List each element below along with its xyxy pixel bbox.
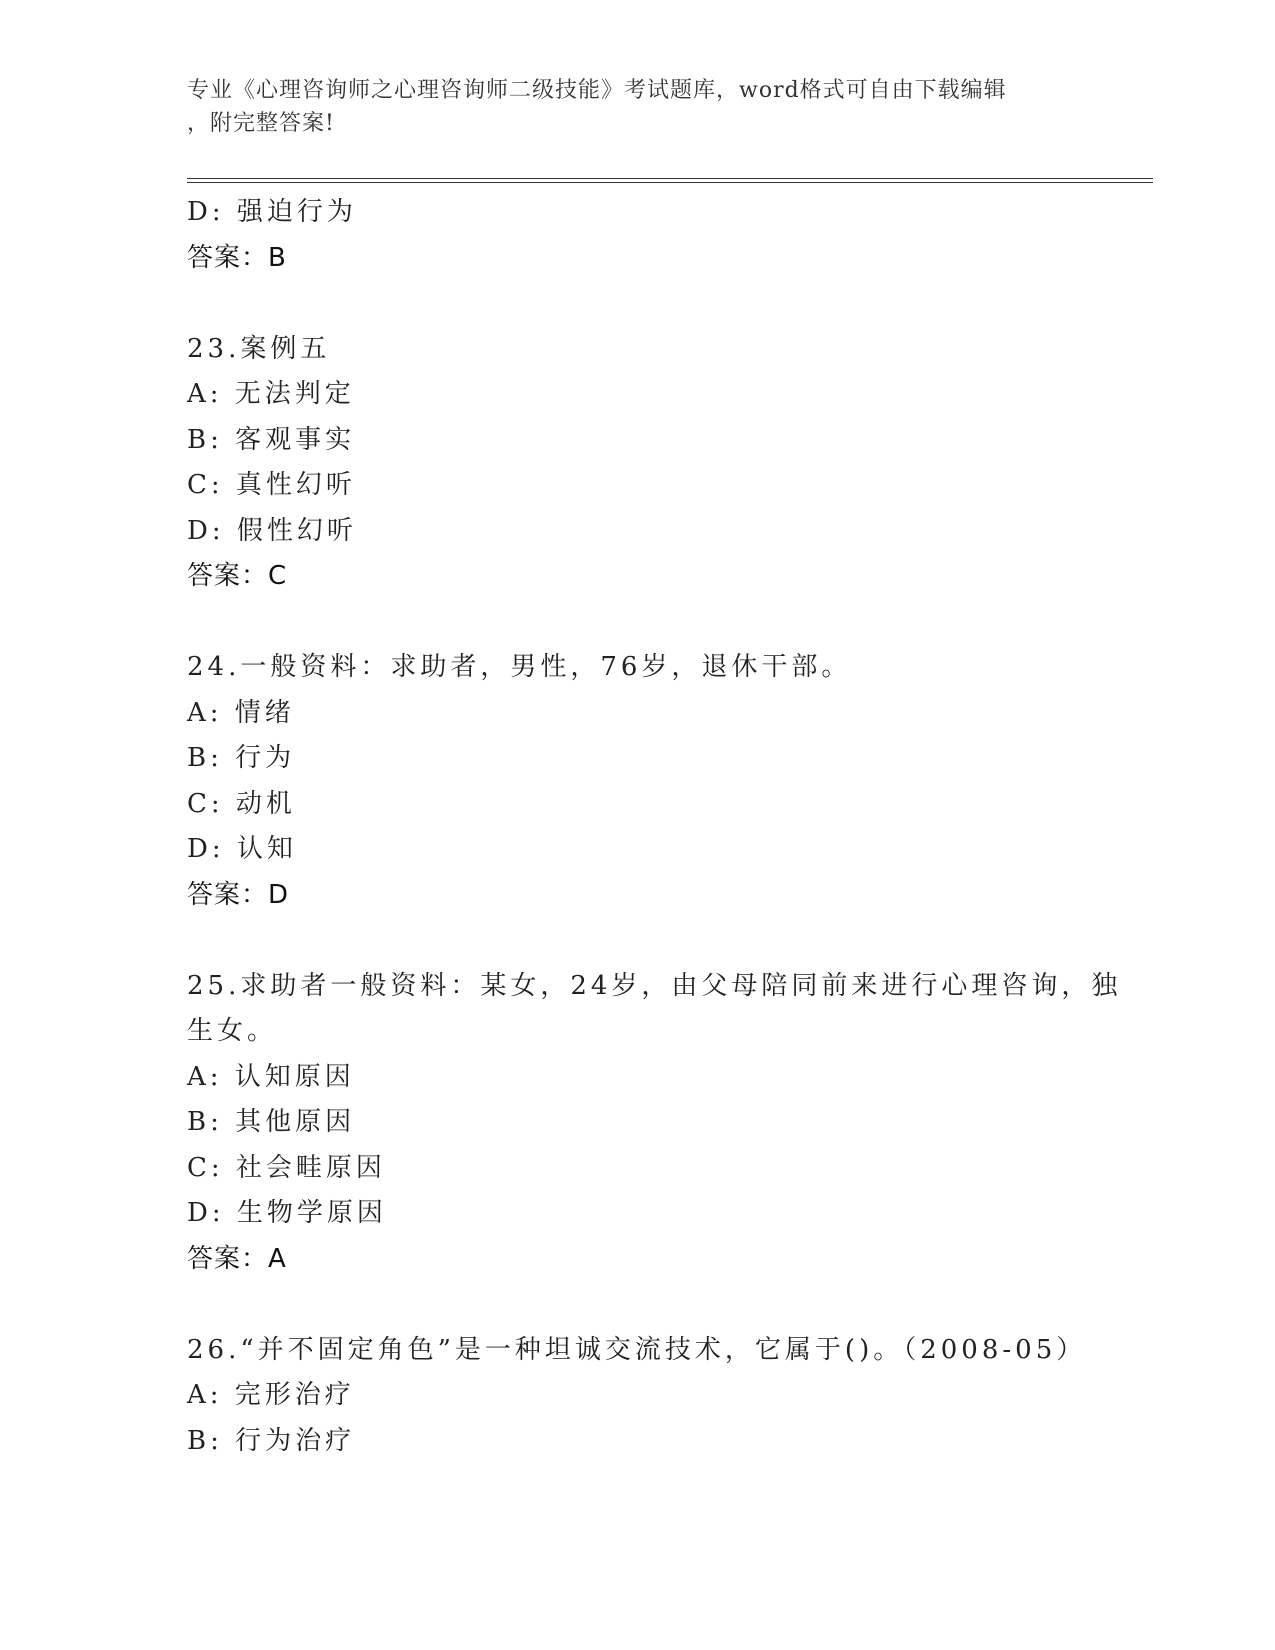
option-b: B: 客观事实 — [187, 424, 356, 455]
option-b: B: 其他原因 — [187, 1107, 356, 1137]
answer-line: 答案：B — [187, 242, 287, 273]
option-c: C: 社会畦原因 — [187, 1152, 386, 1183]
option-b: B: 行为 — [187, 743, 296, 773]
answer-line: 答案：D — [187, 879, 290, 910]
question-list — [187, 190, 1122, 1464]
header-divider-bottom — [187, 182, 1153, 183]
option-a: A: 认知原因 — [187, 1061, 355, 1092]
option-b: B: 行为治疗 — [187, 1425, 356, 1456]
question-spacer — [187, 1282, 1087, 1328]
option-a: A: 完形治疗 — [187, 1380, 355, 1410]
option-c: C: 真性幻听 — [187, 470, 356, 500]
header-divider-top — [187, 178, 1153, 179]
question-stem-continued: 生女。 — [187, 1016, 278, 1046]
question-spacer — [187, 281, 1087, 327]
header-line-2: ，附完整答案! — [187, 111, 335, 136]
answer-line: 答案：C — [187, 561, 288, 591]
option-d: D: 强迫行为 — [187, 197, 357, 227]
option-d: D: 认知 — [187, 834, 297, 864]
option-c: C: 动机 — [187, 788, 296, 819]
question-stem: 25.求助者一般资料：某女，24岁，由父母陪同前来进行心理咨询，独 — [187, 970, 1122, 1001]
question-spacer — [187, 600, 1087, 646]
question-spacer — [187, 918, 1087, 964]
header-line-1: 专业《心理咨询师之心理咨询师二级技能》考试题库，word格式可自由下载编辑 — [187, 78, 1007, 103]
option-d: D: 生物学原因 — [187, 1198, 387, 1228]
document-header — [187, 74, 1087, 140]
option-a: A: 情绪 — [187, 697, 295, 728]
option-a: A: 无法判定 — [187, 379, 355, 409]
option-d: D: 假性幻听 — [187, 515, 357, 546]
answer-line: 答案：A — [187, 1243, 287, 1274]
question-stem: 26.“并不固定角色”是一种坦诚交流技术，它属于()。（2008-05） — [187, 1334, 1087, 1365]
question-stem: 24.一般资料：求助者，男性，76岁，退休干部。 — [187, 652, 852, 682]
question-stem: 23.案例五 — [187, 333, 331, 364]
